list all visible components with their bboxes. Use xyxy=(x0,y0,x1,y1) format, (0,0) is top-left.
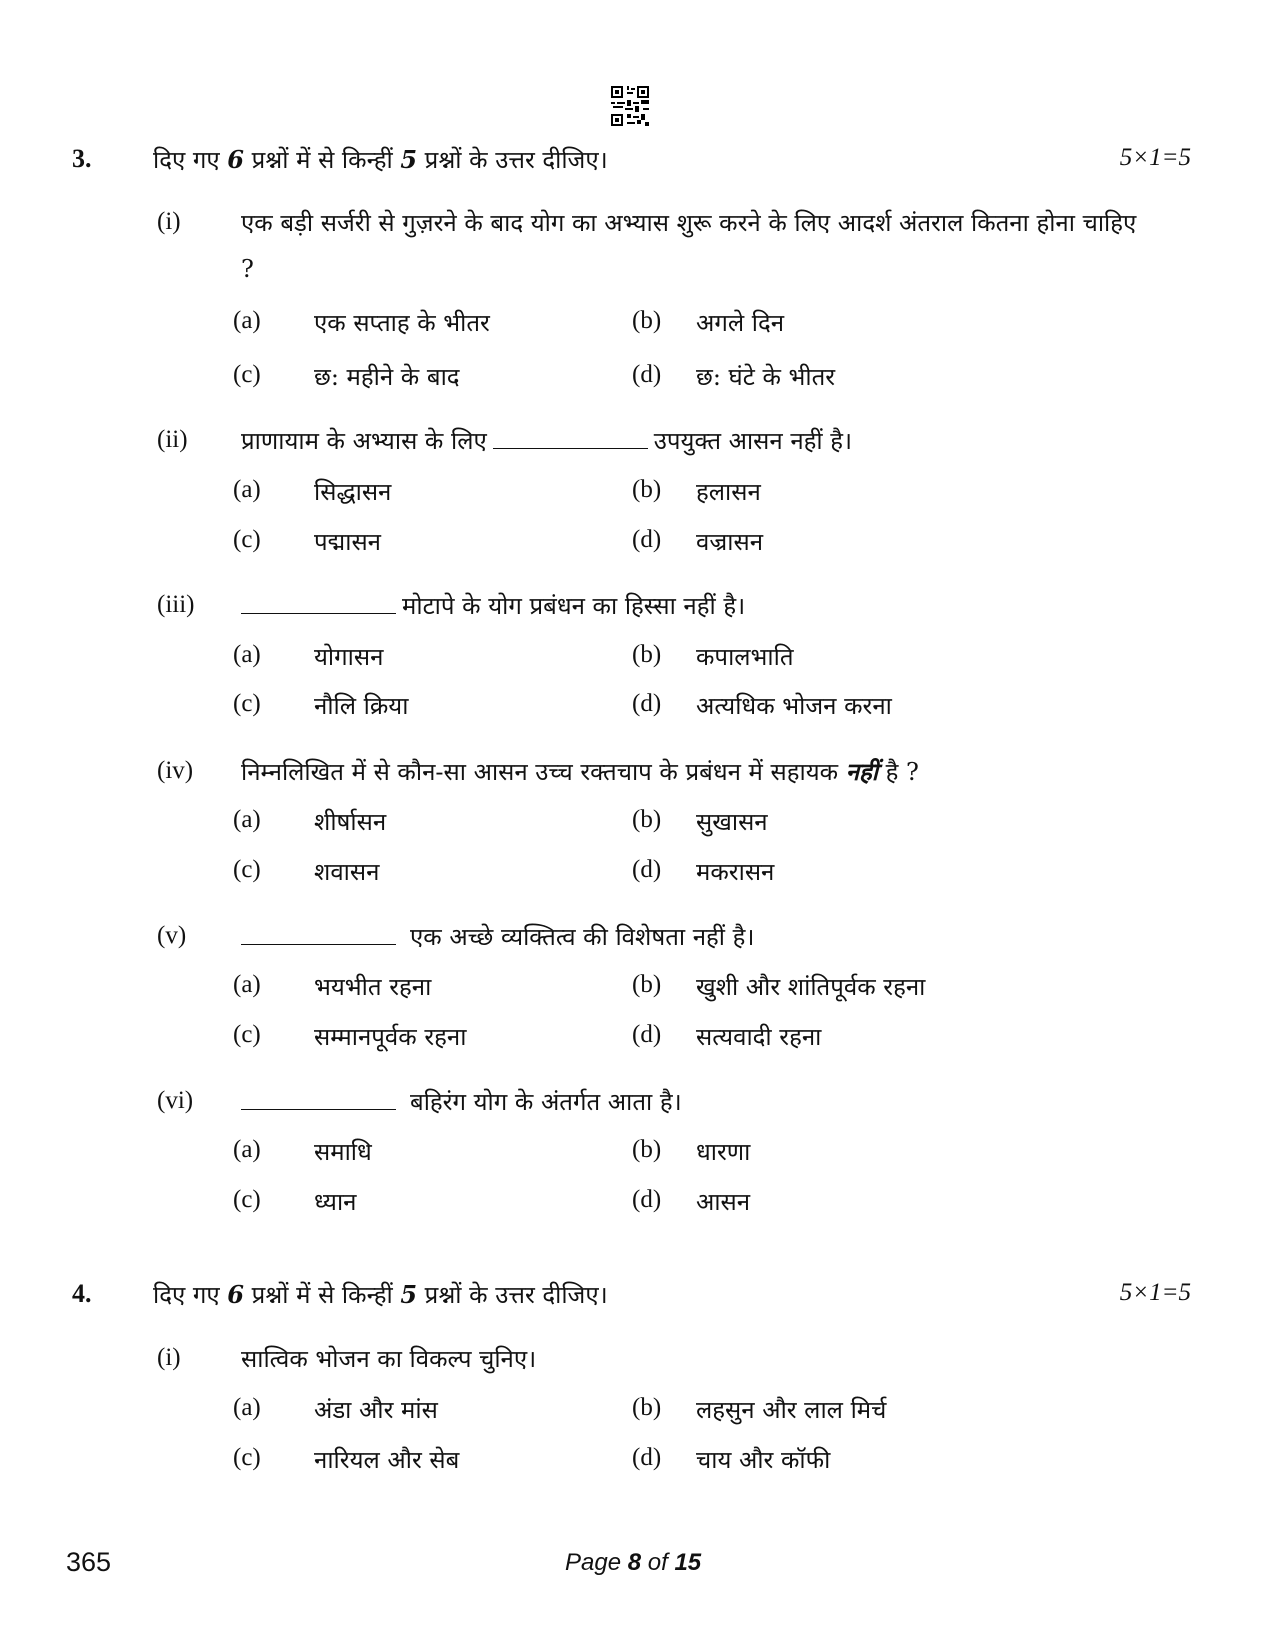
marks: 5×1=5 xyxy=(1119,1279,1191,1306)
option-label: (b) xyxy=(632,971,662,998)
option-d: छ: घंटे के भीतर xyxy=(696,363,836,391)
option-label: (b) xyxy=(632,1394,662,1421)
sub-question-text: सात्विक भोजन का विकल्प चुनिए। xyxy=(241,1345,537,1373)
sub-question-label: (v) xyxy=(157,922,187,949)
option-label: (c) xyxy=(233,690,261,717)
option-label: (a) xyxy=(233,476,261,503)
question-number: 4. xyxy=(72,1279,92,1308)
marks: 5×1=5 xyxy=(1119,144,1191,171)
option-c: नारियल और सेब xyxy=(314,1446,460,1474)
option-b: धारणा xyxy=(696,1138,751,1166)
option-label: (d) xyxy=(632,856,662,883)
fill-in-blank xyxy=(241,589,396,614)
option-c: छ: महीने के बाद xyxy=(314,363,460,391)
sub-question-label: (iii) xyxy=(157,591,195,618)
option-c: सम्मानपूर्वक रहना xyxy=(314,1023,467,1051)
option-label: (d) xyxy=(632,1186,662,1213)
option-c: ध्यान xyxy=(314,1188,357,1216)
option-b: अगले दिन xyxy=(696,309,785,337)
qr-code-icon xyxy=(611,86,649,126)
option-label: (d) xyxy=(632,361,662,388)
sub-question-label: (i) xyxy=(157,208,181,235)
page-number: Page 8 of 15 xyxy=(565,1549,702,1576)
option-b: सुखासन xyxy=(696,808,768,836)
option-d: अत्यधिक भोजन करना xyxy=(696,692,892,720)
option-b: खुशी और शांतिपूर्वक रहना xyxy=(696,973,926,1001)
option-label: (b) xyxy=(632,307,662,334)
option-label: (b) xyxy=(632,641,662,668)
option-d: सत्यवादी रहना xyxy=(696,1023,822,1051)
option-c: पद्मासन xyxy=(314,528,381,556)
option-label: (b) xyxy=(632,1136,662,1163)
option-b: लहसुन और लाल मिर्च xyxy=(696,1396,887,1424)
option-a: योगासन xyxy=(314,643,384,671)
option-a: भयभीत रहना xyxy=(314,973,432,1001)
sub-question-text: प्राणायाम के अभ्यास के लिए उपयुक्त आसन नहीं है। xyxy=(241,418,1141,464)
option-label: (c) xyxy=(233,1444,261,1471)
paper-code: 365 xyxy=(66,1547,112,1577)
fill-in-blank xyxy=(241,1085,396,1110)
option-b: कपालभाति xyxy=(696,643,794,671)
emphasis-not: नहीं xyxy=(845,757,878,786)
option-label: (d) xyxy=(632,690,662,717)
sub-question-label: (ii) xyxy=(157,426,188,453)
sub-question-text: एक अच्छे व्यक्तित्व की विशेषता नहीं है। xyxy=(241,914,1141,960)
option-label: (b) xyxy=(632,476,662,503)
option-label: (c) xyxy=(233,361,261,388)
option-label: (a) xyxy=(233,1394,261,1421)
option-a: अंडा और मांस xyxy=(314,1396,438,1424)
sub-question-text: बहिरंग योग के अंतर्गत आता है। xyxy=(241,1079,1141,1125)
fill-in-blank xyxy=(241,920,396,945)
option-label: (d) xyxy=(632,1021,662,1048)
question-number: 3. xyxy=(72,144,92,173)
option-label: (d) xyxy=(632,1444,662,1471)
option-label: (c) xyxy=(233,526,261,553)
option-d: आसन xyxy=(696,1188,751,1216)
option-label: (a) xyxy=(233,1136,261,1163)
option-label: (a) xyxy=(233,806,261,833)
option-a: शीर्षासन xyxy=(314,808,387,836)
option-label: (a) xyxy=(233,641,261,668)
option-b: हलासन xyxy=(696,478,761,506)
option-a: एक सप्ताह के भीतर xyxy=(314,309,490,337)
option-c: नौलि क्रिया xyxy=(314,692,409,720)
option-d: चाय और कॉफी xyxy=(696,1446,831,1474)
option-a: सिद्धासन xyxy=(314,478,392,506)
sub-question-text: एक बड़ी सर्जरी से गुज़रने के बाद योग का अभ्यास शुरू करने के लिए आदर्श अंतराल कितना होना चाहिए ? xyxy=(241,209,1137,283)
sub-question-label: (iv) xyxy=(157,757,194,784)
option-a: समाधि xyxy=(314,1138,372,1166)
option-label: (a) xyxy=(233,307,261,334)
question-instruction: दिए गए 6 प्रश्नों में से किन्हीं 5 प्रश्नों के उत्तर दीजिए। xyxy=(153,1280,608,1309)
sub-question-label: (i) xyxy=(157,1344,181,1371)
option-label: (c) xyxy=(233,1021,261,1048)
fill-in-blank xyxy=(493,424,648,449)
sub-question-text: मोटापे के योग प्रबंधन का हिस्सा नहीं है। xyxy=(241,583,1141,629)
sub-question-text: निम्नलिखित में से कौन-सा आसन उच्च रक्तचाप के प्रबंधन में सहायक नहीं है ? xyxy=(241,757,919,786)
option-d: मकरासन xyxy=(696,858,775,886)
option-label: (c) xyxy=(233,856,261,883)
option-label: (a) xyxy=(233,971,261,998)
sub-question-label: (vi) xyxy=(157,1087,194,1114)
option-d: वज्रासन xyxy=(696,528,764,556)
option-label: (b) xyxy=(632,806,662,833)
option-label: (c) xyxy=(233,1186,261,1213)
option-label: (d) xyxy=(632,526,662,553)
question-instruction: दिए गए 6 प्रश्नों में से किन्हीं 5 प्रश्नों के उत्तर दीजिए। xyxy=(153,145,608,174)
option-c: शवासन xyxy=(314,858,380,886)
